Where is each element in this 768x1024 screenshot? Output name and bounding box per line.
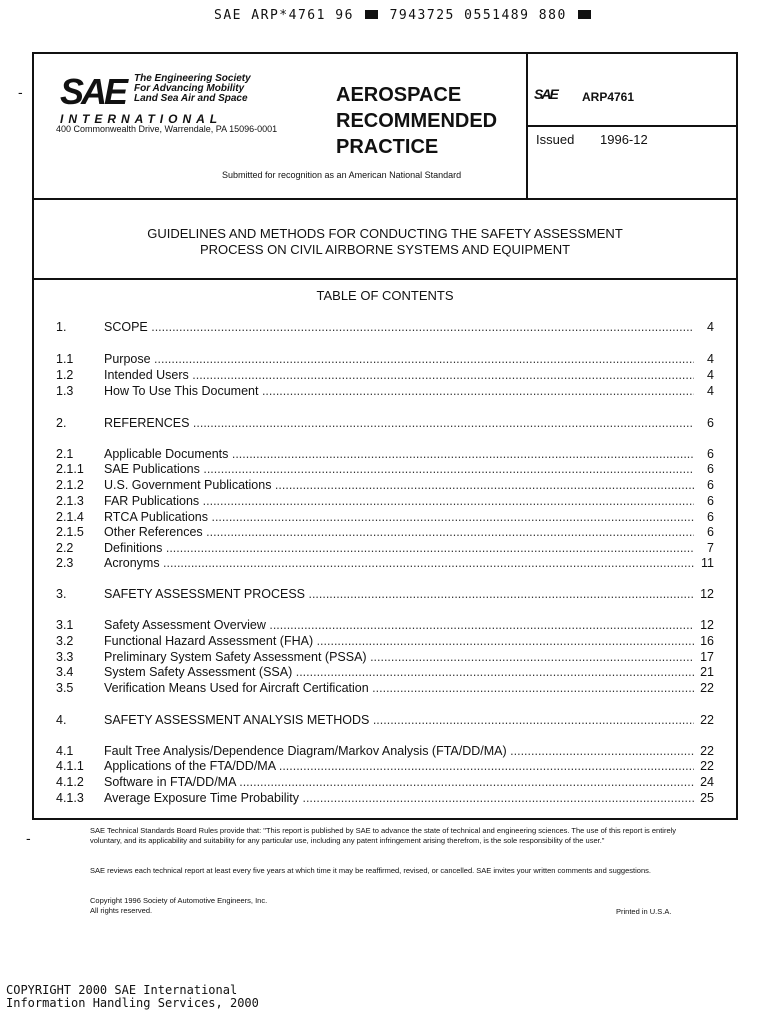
- toc-entry-number: 3.4: [56, 665, 74, 679]
- toc-entry: [56, 384, 714, 399]
- toc-entry-page: 6: [694, 478, 714, 493]
- toc-entry-title: Verification Means Used for Aircraft Certification .....: [104, 681, 694, 696]
- toc-entry-page: 22: [694, 759, 714, 774]
- toc-entry-title: Software in FTA/DD/MA .....: [104, 775, 694, 790]
- toc-entry: [56, 352, 714, 367]
- toc-entry-title: Functional Hazard Assessment (FHA) .....: [104, 634, 694, 649]
- barcode-block: [578, 10, 591, 19]
- toc-entry: [56, 650, 714, 665]
- toc-entry: [56, 525, 714, 540]
- header-block: [34, 54, 736, 200]
- toc-entry-title: System Safety Assessment (SSA) .....: [104, 665, 694, 680]
- toc-entry: [56, 744, 714, 759]
- toc-entry: [56, 368, 714, 383]
- toc-entry-number: 4.1.2: [56, 775, 84, 789]
- toc-entry: [56, 681, 714, 696]
- toc-entry: [56, 791, 714, 806]
- toc-entry: [56, 556, 714, 571]
- toc-entry: [56, 416, 714, 431]
- toc-entry-title: Definitions .....: [104, 541, 694, 556]
- toc-entry: [56, 447, 714, 462]
- toc-entry-number: 3.5: [56, 681, 74, 695]
- rights-line: All rights reserved.: [90, 906, 153, 915]
- toc-entry-page: 12: [694, 587, 714, 602]
- toc-entry-number: 2.1: [56, 447, 74, 461]
- toc-entry-title: Other References .....: [104, 525, 694, 540]
- doc-type-title: [336, 82, 497, 160]
- document-title-line: GUIDELINES AND METHODS FOR CONDUCTING THE SAFETY ASSESSMENT: [147, 226, 623, 241]
- toc-entry-page: 4: [694, 352, 714, 367]
- copyright-line: Copyright 1996 Society of Automotive Engineers, Inc.: [90, 896, 268, 905]
- title-line: PRACTICE: [336, 136, 439, 158]
- sae-logo-mark: SAE: [60, 71, 126, 112]
- copyright-notice-line: Information Handling Services, 2000: [6, 996, 259, 1010]
- doc-info-box: [526, 54, 738, 198]
- toc-entry-number: 2.1.4: [56, 510, 84, 524]
- toc-entry: [56, 775, 714, 790]
- toc-entry-number: 1.3: [56, 384, 74, 398]
- toc-entry-page: 6: [694, 510, 714, 525]
- toc-entry-number: 2.1.2: [56, 478, 84, 492]
- rules-paragraph: SAE Technical Standards Board Rules provide that: "This report is published by SAE to advance the state of technical and engineering sciences. The use of this report is entirely voluntary, and its applicability and suitability for any particular use, including any patent infringement arising therefrom, is the sole responsibility of the user.": [90, 826, 677, 845]
- toc-entry-number: 3.1: [56, 618, 74, 632]
- review-paragraph: SAE reviews each technical report at least every five years at which time it may be reaffirmed, revised, or cancelled. SAE invites your written comments and suggestions.: [90, 866, 651, 875]
- toc-entry-number: 2.3: [56, 556, 74, 570]
- toc-entry-number: 1.2: [56, 368, 74, 382]
- toc-entry: [56, 713, 714, 728]
- toc-entry-title: Applicable Documents .....: [104, 447, 694, 462]
- toc-entry-page: 4: [694, 368, 714, 383]
- toc-heading: TABLE OF CONTENTS: [316, 288, 454, 303]
- toc-entry-page: 6: [694, 462, 714, 477]
- issued-label: Issued: [536, 132, 575, 147]
- toc-entry-title: SAFETY ASSESSMENT ANALYSIS METHODS .....: [104, 713, 694, 728]
- toc-entry: [56, 587, 714, 602]
- margin-mark: -: [26, 830, 31, 846]
- toc-entry-title: Applications of the FTA/DD/MA .....: [104, 759, 694, 774]
- toc-entry-number: 4.1.1: [56, 759, 84, 773]
- toc-entry-page: 25: [694, 791, 714, 806]
- toc-entry-number: 1.: [56, 320, 67, 334]
- toc-entry: [56, 510, 714, 525]
- toc-entry-number: 2.1.5: [56, 525, 84, 539]
- toc-entry-title: REFERENCES .....: [104, 416, 694, 431]
- toc-entry-number: 4.1: [56, 744, 74, 758]
- issued-date: 1996-12: [600, 132, 648, 147]
- toc-entry-page: 6: [694, 525, 714, 540]
- toc-entry-page: 6: [694, 447, 714, 462]
- toc-entry-number: 2.1.3: [56, 494, 84, 508]
- tagline-line: For Advancing Mobility: [134, 83, 245, 94]
- toc-entry-number: 2.: [56, 416, 67, 430]
- toc-entry-page: 22: [694, 713, 714, 728]
- toc-entry: [56, 541, 714, 556]
- toc-entry-page: 4: [694, 320, 714, 335]
- toc-entry-page: 22: [694, 744, 714, 759]
- toc-entry-number: 3.3: [56, 650, 74, 664]
- toc-entry-title: SAFETY ASSESSMENT PROCESS .....: [104, 587, 694, 602]
- toc-entry-page: 12: [694, 618, 714, 633]
- toc-entry-title: RTCA Publications .....: [104, 510, 694, 525]
- international-wordmark: INTERNATIONAL: [60, 112, 223, 126]
- toc-entry-number: 2.2: [56, 541, 74, 555]
- divider: [528, 125, 738, 127]
- toc-entry-title: Safety Assessment Overview .....: [104, 618, 694, 633]
- toc-entry-page: 6: [694, 416, 714, 431]
- toc-entry-page: 21: [694, 665, 714, 680]
- toc-entry: [56, 618, 714, 633]
- toc-entry-title: Intended Users .....: [104, 368, 694, 383]
- toc-entry-number: 3.: [56, 587, 67, 601]
- toc-entry: [56, 494, 714, 509]
- toc-entry-title: Purpose .....: [104, 352, 694, 367]
- toc-entry-page: 22: [694, 681, 714, 696]
- toc-entry-title: SAE Publications .....: [104, 462, 694, 477]
- toc-entry-title: SCOPE .....: [104, 320, 694, 335]
- toc-entry: [56, 462, 714, 477]
- sae-small-logo: SAE: [534, 86, 557, 102]
- copyright-notice-line: COPYRIGHT 2000 SAE International: [6, 983, 238, 997]
- toc-entry-title: FAR Publications .....: [104, 494, 694, 509]
- toc-entry: [56, 634, 714, 649]
- toc-entry-number: 4.1.3: [56, 791, 84, 805]
- title-line: AEROSPACE: [336, 84, 462, 106]
- barcode-block: [365, 10, 378, 19]
- toc-entry-number: 4.: [56, 713, 67, 727]
- document-frame: [32, 52, 738, 820]
- toc-entry-page: 24: [694, 775, 714, 790]
- toc-entry-page: 17: [694, 650, 714, 665]
- toc-entry-number: 3.2: [56, 634, 74, 648]
- document-id-left: SAE ARP*4761 96: [214, 8, 354, 23]
- tagline-line: The Engineering Society: [134, 73, 251, 84]
- submitted-note: Submitted for recognition as an American National Standard: [222, 170, 462, 180]
- printed-in: Printed in U.S.A.: [616, 907, 672, 916]
- document-id-line: [214, 8, 593, 23]
- toc-entry-title: Preliminary System Safety Assessment (PSSA) .....: [104, 650, 694, 665]
- doc-number: ARP4761: [582, 90, 635, 104]
- toc-entry: [56, 759, 714, 774]
- toc-entry-page: 16: [694, 634, 714, 649]
- toc-entry-number: 1.1: [56, 352, 74, 366]
- toc-entry-title: U.S. Government Publications .....: [104, 478, 694, 493]
- toc-entry: [56, 320, 714, 335]
- toc-entry-page: 6: [694, 494, 714, 509]
- toc-entry-title: Acronyms .....: [104, 556, 694, 571]
- margin-mark: -: [18, 84, 23, 100]
- tagline-line: Land Sea Air and Space: [134, 93, 248, 104]
- toc-entry-page: 7: [694, 541, 714, 556]
- address: 400 Commonwealth Drive, Warrendale, PA 15096-0001: [56, 124, 278, 134]
- society-tagline: [134, 74, 251, 104]
- copyright-notice: [6, 984, 259, 1010]
- toc-entry: [56, 478, 714, 493]
- toc-entry-title: Fault Tree Analysis/Dependence Diagram/Markov Analysis (FTA/DD/MA) .....: [104, 744, 694, 759]
- toc-entry: [56, 665, 714, 680]
- document-id-middle: 7943725 0551489 880: [389, 8, 567, 23]
- toc-entry-page: 4: [694, 384, 714, 399]
- document-title: [34, 198, 736, 280]
- toc-entry-title: How To Use This Document .....: [104, 384, 694, 399]
- title-line: RECOMMENDED: [336, 110, 498, 132]
- toc-entry-number: 2.1.1: [56, 462, 84, 476]
- toc-entry-page: 11: [694, 556, 714, 571]
- document-title-line: PROCESS ON CIVIL AIRBORNE SYSTEMS AND EQUIPMENT: [199, 242, 571, 257]
- toc-entry-title: Average Exposure Time Probability .....: [104, 791, 694, 806]
